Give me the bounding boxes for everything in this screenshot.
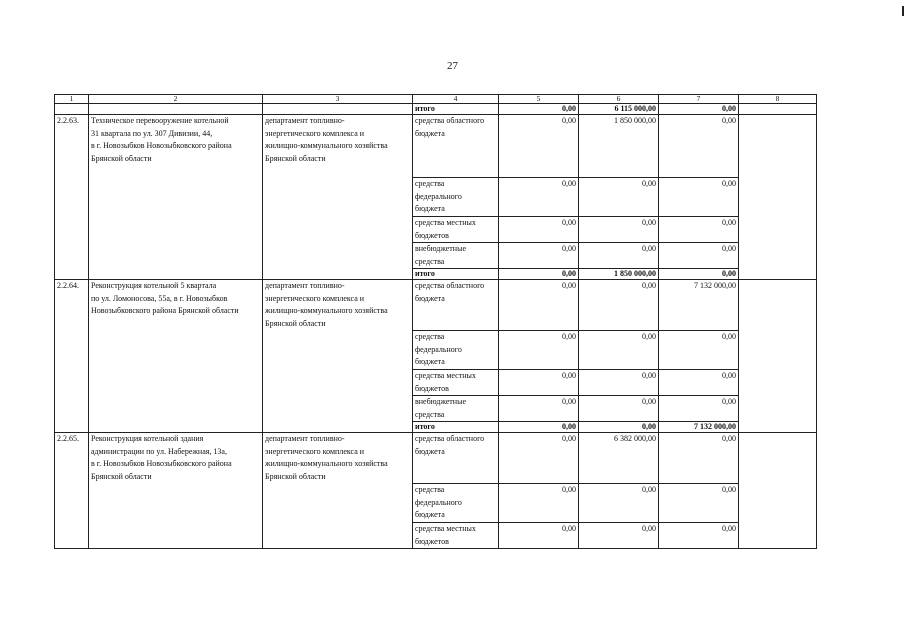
item-code: 2.2.63. xyxy=(55,115,89,280)
cell-col7: 0,00 xyxy=(659,433,739,484)
item-title-line: Брянской области xyxy=(91,471,152,481)
cell-col6: 0,00 xyxy=(579,243,659,269)
funding-source: средства федерального бюджета xyxy=(413,331,499,370)
cell-col6: 0,00 xyxy=(579,331,659,370)
item-title-line: в г. Новозыбков Новозыбковского района xyxy=(91,141,232,150)
item-title-line: администрации по ул. Набережная, 13а, xyxy=(91,446,227,456)
funding-source: средства областного бюджета xyxy=(413,433,499,484)
cell-col7: 7 132 000,00 xyxy=(659,280,739,331)
cell-col7: 7 132 000,00 xyxy=(659,422,739,433)
cell-col5: 0,00 xyxy=(499,104,579,115)
cell-col7: 0,00 xyxy=(659,104,739,115)
cell-col5: 0,00 xyxy=(499,243,579,269)
cell-col5: 0,00 xyxy=(499,433,579,484)
department-line: Брянской области xyxy=(265,318,326,328)
department-line: энергетического комплекса и xyxy=(265,446,365,456)
budget-table xyxy=(54,94,817,549)
funding-source: внебюджетные средства xyxy=(413,243,499,269)
cell-col6: 6 382 000,00 xyxy=(579,433,659,484)
cell-col5: 0,00 xyxy=(499,523,579,549)
item-title-line: в г. Новозыбков Новозыбковского района xyxy=(91,459,232,468)
item-department xyxy=(263,280,413,433)
cell-col6: 0,00 xyxy=(579,217,659,243)
item-title-line: Брянской области xyxy=(91,153,152,163)
total-label: итого xyxy=(413,422,499,433)
cell-col7: 0,00 xyxy=(659,217,739,243)
cell-col6: 0,00 xyxy=(579,370,659,396)
funding-source: средства местных бюджетов xyxy=(413,523,499,549)
funding-source: средства местных бюджетов xyxy=(413,217,499,243)
cell-col5: 0,00 xyxy=(499,484,579,523)
item-code: 2.2.64. xyxy=(55,280,89,433)
column-header: 8 xyxy=(739,95,817,104)
department-line: департамент топливно- xyxy=(265,116,345,125)
department-line: Брянской области xyxy=(265,471,326,481)
cell-col7: 0,00 xyxy=(659,484,739,523)
cell-col5: 0,00 xyxy=(499,115,579,178)
cell-col6: 1 850 000,00 xyxy=(579,115,659,178)
table-row-total xyxy=(55,104,817,115)
column-header: 2 xyxy=(89,95,263,104)
department-line: энергетического комплекса и xyxy=(265,128,365,138)
item-title-line: Реконструкция котельной здания xyxy=(91,434,204,443)
funding-source: внебюджетные средства xyxy=(413,396,499,422)
cell-col8 xyxy=(739,433,817,549)
column-header: 4 xyxy=(413,95,499,104)
department-line: департамент топливно- xyxy=(265,434,345,443)
department-line: энергетического комплекса и xyxy=(265,293,365,303)
cell-col7: 0,00 xyxy=(659,370,739,396)
cell-col5: 0,00 xyxy=(499,422,579,433)
cell-col5: 0,00 xyxy=(499,370,579,396)
cell-col8 xyxy=(739,280,817,433)
cell-col5: 0,00 xyxy=(499,178,579,217)
department-line: жилищно-коммунального хозяйства xyxy=(265,306,388,315)
cell-col6: 0,00 xyxy=(579,422,659,433)
cell-col6: 1 850 000,00 xyxy=(579,269,659,280)
item-title xyxy=(89,433,263,549)
item-title-line: Техническое перевооружение котельной xyxy=(91,116,229,125)
cell-col6: 0,00 xyxy=(579,280,659,331)
cell-col7: 0,00 xyxy=(659,243,739,269)
column-header: 5 xyxy=(499,95,579,104)
department-line: жилищно-коммунального хозяйства xyxy=(265,459,388,468)
scan-edge-mark xyxy=(902,6,904,16)
page-number: 27 xyxy=(447,60,458,72)
cell-col7: 0,00 xyxy=(659,178,739,217)
department-line: жилищно-коммунального хозяйства xyxy=(265,141,388,150)
column-number-row xyxy=(55,95,817,104)
item-department xyxy=(263,433,413,549)
table-row xyxy=(55,115,817,178)
total-label: итого xyxy=(413,269,499,280)
item-department xyxy=(263,115,413,280)
item-title-line: Новозыбковского района Брянской области xyxy=(91,306,239,315)
cell-col6: 0,00 xyxy=(579,484,659,523)
cell-col6: 6 115 000,00 xyxy=(579,104,659,115)
funding-source: средства областного бюджета xyxy=(413,115,499,178)
cell-col7: 0,00 xyxy=(659,269,739,280)
item-title-line: Реконструкция котельной 5 квартала xyxy=(91,281,217,290)
column-header: 1 xyxy=(55,95,89,104)
item-title-line: 31 квартала по ул. 307 Дивизии, 44, xyxy=(91,128,213,138)
cell-col5: 0,00 xyxy=(499,217,579,243)
cell-col7: 0,00 xyxy=(659,331,739,370)
cell-col5: 0,00 xyxy=(499,280,579,331)
cell-col5: 0,00 xyxy=(499,331,579,370)
funding-source: средства местных бюджетов xyxy=(413,370,499,396)
column-header: 7 xyxy=(659,95,739,104)
item-title xyxy=(89,115,263,280)
cell-col5: 0,00 xyxy=(499,269,579,280)
funding-source: средства федерального бюджета xyxy=(413,178,499,217)
funding-source: средства областного бюджета xyxy=(413,280,499,331)
cell-col6: 0,00 xyxy=(579,396,659,422)
column-header: 6 xyxy=(579,95,659,104)
cell-col7: 0,00 xyxy=(659,115,739,178)
cell-col7: 0,00 xyxy=(659,523,739,549)
cell-col5: 0,00 xyxy=(499,396,579,422)
total-label: итого xyxy=(413,104,499,115)
cell-col8 xyxy=(739,115,817,280)
cell-col7: 0,00 xyxy=(659,396,739,422)
funding-source: средства федерального бюджета xyxy=(413,484,499,523)
column-header: 3 xyxy=(263,95,413,104)
table-row xyxy=(55,280,817,331)
cell-col6: 0,00 xyxy=(579,523,659,549)
cell-col6: 0,00 xyxy=(579,178,659,217)
table-row xyxy=(55,433,817,484)
item-title xyxy=(89,280,263,433)
item-title-line: по ул. Ломоносова, 55а, в г. Новозыбков xyxy=(91,293,228,303)
item-code: 2.2.65. xyxy=(55,433,89,549)
department-line: Брянской области xyxy=(265,153,326,163)
department-line: департамент топливно- xyxy=(265,281,345,290)
